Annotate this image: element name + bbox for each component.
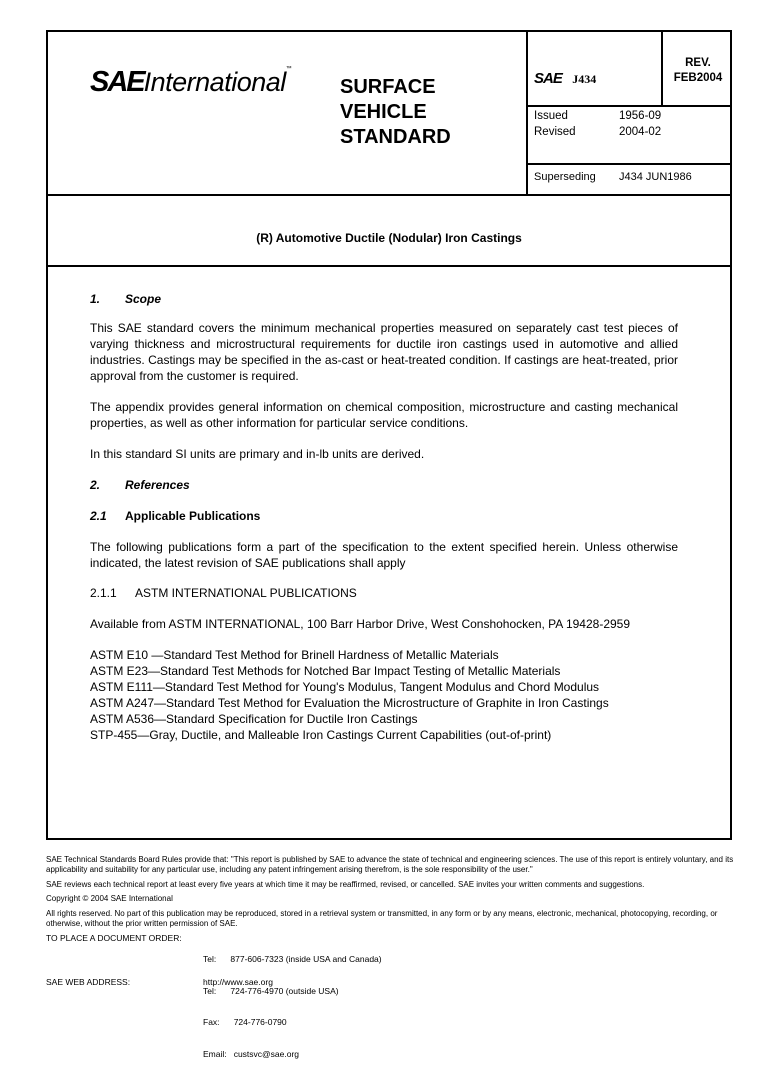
reference-item: ASTM E111—Standard Test Method for Young's Modulus, Tangent Modulus and Chord Modulus [90, 680, 600, 694]
scope-paragraph-2: The appendix provides general information on chemical composition, microstructure and casting mechanical properties, as well as other information for particular service conditions. [90, 400, 678, 430]
scope-number: 1. [90, 292, 101, 306]
sae-international-logo [90, 66, 292, 99]
logo-trademark: ™ [285, 66, 292, 72]
section-scope-heading [90, 291, 161, 307]
doc-number-value: J434 [572, 72, 597, 86]
standard-type [340, 75, 451, 150]
references-number: 2. [90, 478, 101, 492]
order-label: TO PLACE A DOCUMENT ORDER: [46, 933, 182, 943]
reference-item: ASTM E23—Standard Test Methods for Notched Bar Impact Testing of Metallic Materials [90, 664, 561, 678]
footer-copyright: Copyright © 2004 SAE International [46, 894, 173, 903]
logo-sae-text: SAE [90, 66, 144, 98]
reference-item: STP-455—Gray, Ductile, and Malleable Iron Castings Current Capabilities (out-of-print) [90, 728, 552, 742]
header-divider [46, 194, 732, 196]
rev-row-divider [526, 105, 732, 107]
publications-paragraph: The following publications form a part of the specification to the extent specified herein. Unless otherwise indicated, the latest revision of SAE publications shall apply [90, 540, 678, 570]
reference-item: ASTM E10 —Standard Test Method for Brinell Hardness of Metallic Materials [90, 648, 499, 662]
astm-subheading [90, 585, 357, 601]
issued-value: 1956-09 [619, 110, 662, 122]
footer-rights: All rights reserved. No part of this publication may be reproduced, stored in a retrieval system or transmitted, in any form or by any means, electronic, mechanical, photocopying, recording, or otherwise, without the prior written permission of SAE. [46, 909, 718, 928]
publications-title: Applicable Publications [125, 509, 261, 523]
scope-paragraph-3: In this standard SI units are primary and in-lb units are derived. [90, 447, 425, 461]
web-address-link[interactable]: http://www.sae.org [203, 977, 273, 987]
standard-line-3: STANDARD [340, 126, 451, 148]
astm-number: 2.1.1 [90, 586, 117, 600]
section-references-heading [90, 477, 190, 493]
order-line-tel-domestic: Tel: 877-606-7323 (inside USA and Canada) [203, 954, 382, 964]
astm-availability: Available from ASTM INTERNATIONAL, 100 Barr Harbor Drive, West Conshohocken, PA 19428-2959 [90, 617, 631, 631]
footer-rules: SAE Technical Standards Board Rules provide that: "This report is published by SAE to advance the state of technical and engineering sciences. The use of this report is entirely voluntary, and its applicability and suitability for any particular use, including any patent infringement arising therefrom, is the sole responsibility of the user." [46, 855, 734, 874]
revised-label: Revised [534, 126, 576, 138]
scope-paragraph-1: This SAE standard covers the minimum mechanical properties measured on separately cast test pieces of varying thickness and microstructural requirements for ductile iron castings used in automotive and allied industries. Castings may be specified in the as-cast or heat-treated condition. If castings are heat-treated, prior approval from the customer is required. [90, 321, 678, 383]
document-title: (R) Automotive Ductile (Nodular) Iron Castings [256, 231, 522, 245]
order-contact-list [203, 933, 382, 1070]
logo-international-text: International [143, 67, 286, 97]
web-address-label: SAE WEB ADDRESS: [46, 977, 131, 987]
reference-item: ASTM A247—Standard Test Method for Evaluation the Microstructure of Graphite in Iron Castings [90, 696, 609, 710]
astm-reference-list [90, 647, 609, 743]
superseding-value: J434 JUN1986 [619, 171, 692, 183]
publications-number: 2.1 [90, 509, 107, 523]
scope-title: Scope [125, 292, 162, 306]
standard-line-1: SURFACE [340, 76, 436, 98]
header-column-divider [526, 30, 528, 196]
rev-column-divider [661, 30, 663, 106]
order-line-tel-international: Tel: 724-776-4970 (outside USA) [203, 985, 339, 996]
revised-value: 2004-02 [619, 126, 662, 138]
order-line-fax: Fax: 724-776-0790 [203, 1017, 287, 1027]
rev-label: REV. [685, 57, 711, 69]
section-publications-heading [90, 508, 260, 524]
rev-value: FEB2004 [673, 72, 723, 84]
issued-row-divider [526, 163, 732, 165]
revision-cell [668, 56, 728, 86]
footer-review: SAE reviews each technical report at least every five years at which time it may be reaffirmed, revised, or cancelled. SAE invites your written comments and suggestions. [46, 880, 645, 889]
order-line-email: Email: custsvc@sae.org [203, 1048, 300, 1059]
astm-title: ASTM INTERNATIONAL PUBLICATIONS [135, 586, 357, 600]
doc-number-logo: SAE [534, 70, 562, 87]
issued-label: Issued [534, 110, 568, 122]
title-divider [46, 265, 732, 267]
superseding-label: Superseding [534, 171, 596, 183]
references-title: References [125, 478, 190, 492]
doc-number [534, 70, 596, 88]
reference-item: ASTM A536—Standard Specification for Ductile Iron Castings [90, 712, 418, 726]
standard-line-2: VEHICLE [340, 101, 427, 123]
